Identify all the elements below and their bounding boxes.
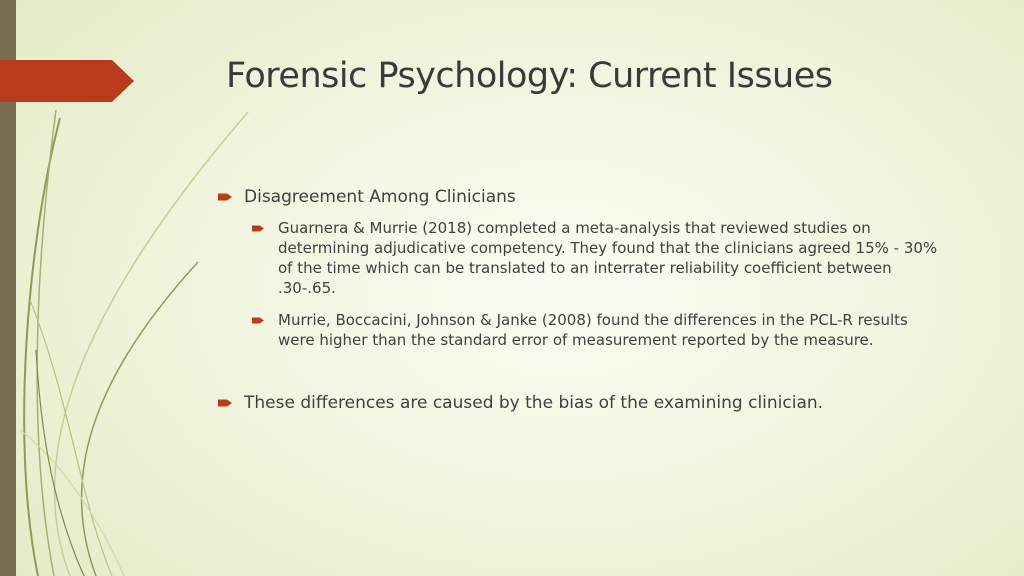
arrow-bullet-icon xyxy=(218,192,232,202)
spacer xyxy=(218,350,948,390)
bullet-bias xyxy=(218,390,948,416)
sub-bullet-guarnera xyxy=(252,218,948,298)
slide-content xyxy=(218,184,948,416)
arrow-bullet-icon xyxy=(252,316,264,325)
sub-bullet-murrie xyxy=(252,310,948,350)
sub-bullet-text: Guarnera & Murrie (2018) completed a meta-analysis that reviewed studies on determining adjudicative competency. They found that the clinicians agreed 15% - 30% of the time which can be translated to an interrater reliability coefficient between .30-.65. xyxy=(278,219,938,297)
slide-title: Forensic Psychology: Current Issues xyxy=(226,56,833,96)
arrow-bullet-icon xyxy=(218,398,232,408)
sub-bullet-list xyxy=(252,218,948,350)
bullet-text: These differences are caused by the bias of the examining clinician. xyxy=(244,393,824,413)
bullet-text: Disagreement Among Clinicians xyxy=(244,187,516,207)
title-accent-tab xyxy=(0,60,134,102)
arrow-bullet-icon xyxy=(252,224,264,233)
bullet-disagreement xyxy=(218,184,948,210)
sub-bullet-text: Murrie, Boccacini, Johnson & Janke (2008) found the differences in the PCL-R results were higher than the standard error of measurement reported by the measure. xyxy=(278,311,908,349)
